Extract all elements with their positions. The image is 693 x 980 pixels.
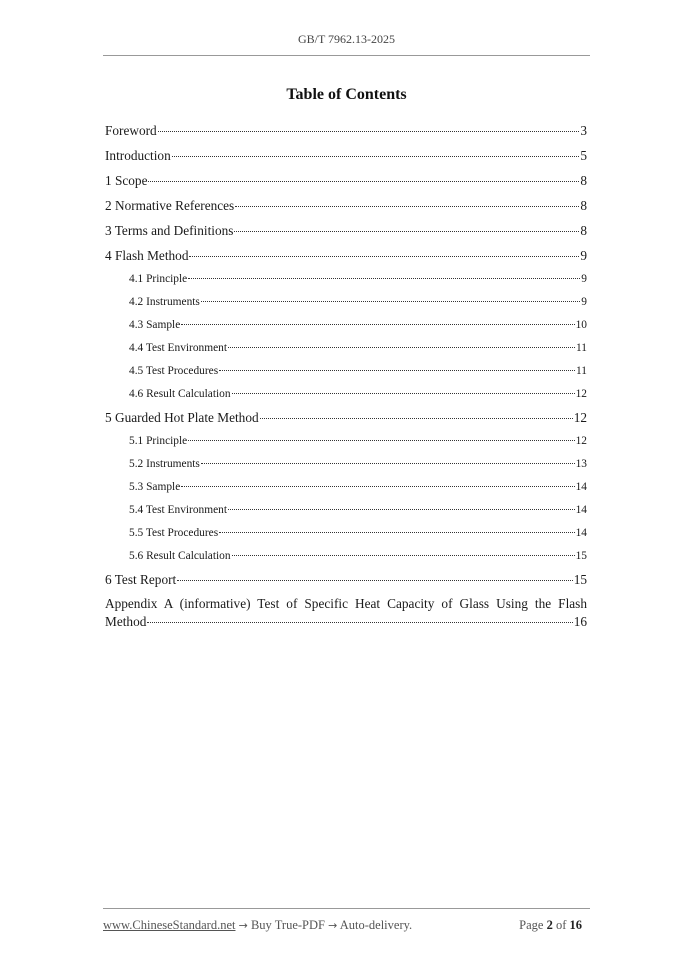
toc-entry-5-4-test-environment[interactable] (129, 502, 587, 516)
toc-leader-dots (181, 476, 574, 487)
toc-entry-label: 4.5 Test Procedures (129, 365, 219, 378)
page-total: 16 (569, 918, 582, 932)
buy-pdf-text: Buy True-PDF (250, 918, 325, 932)
toc-entry-page: 5 (580, 147, 587, 163)
toc-leader-dots (201, 453, 575, 464)
toc-leader-dots (219, 360, 575, 371)
toc-entry-page: 16 (573, 614, 587, 629)
toc-leader-dots (177, 568, 572, 581)
toc-leader-dots (234, 219, 579, 232)
toc-entry-page: 12 (573, 409, 587, 425)
toc-entry-label: 4.2 Instruments (129, 296, 200, 309)
page-label: Page (519, 918, 544, 932)
toc-entry-4-6-result-calculation[interactable] (129, 386, 587, 400)
toc-leader-dots (228, 499, 575, 510)
toc-entry-scope[interactable] (105, 172, 587, 189)
toc-entry-label: 5 Guarded Hot Plate Method (105, 409, 259, 425)
toc-entry-4-2-instruments[interactable] (129, 294, 587, 308)
footer-divider (103, 908, 590, 909)
toc-entry-page: 14 (575, 527, 587, 540)
toc-leader-dots (232, 383, 575, 394)
toc-leader-dots (189, 244, 579, 257)
page-footer (103, 918, 590, 933)
toc-entry-introduction[interactable] (105, 147, 587, 164)
toc-entry-page: 11 (576, 365, 587, 378)
toc-entry-label: 5.1 Principle (129, 435, 188, 448)
toc-entry-label: 5.5 Test Procedures (129, 527, 219, 540)
site-link[interactable]: www.ChineseStandard.net (103, 918, 236, 932)
toc-entry-terms-definitions[interactable] (105, 222, 587, 239)
toc-entry-page: 9 (580, 247, 587, 263)
toc-entry-label: 4.4 Test Environment (129, 342, 228, 355)
toc-entry-label: 1 Scope (105, 172, 148, 188)
toc-entry-label: 4.3 Sample (129, 319, 181, 332)
toc-entry-label: Introduction (105, 147, 171, 163)
toc-leader-dots (228, 337, 575, 348)
auto-delivery-text: Auto-delivery. (339, 918, 413, 932)
toc-entry-label: 4 Flash Method (105, 247, 189, 263)
toc-entry-page: 11 (576, 342, 587, 355)
toc-entry-page: 14 (575, 504, 587, 517)
page-current: 2 (546, 918, 553, 932)
toc-entry-page: 15 (573, 571, 587, 587)
toc-leader-dots (158, 119, 580, 132)
toc-entry-label: 5.2 Instruments (129, 458, 200, 471)
toc-leader-dots (235, 194, 579, 207)
toc-entry-test-report[interactable] (105, 571, 587, 588)
toc-entry-page: 14 (575, 481, 587, 494)
toc-leader-dots (148, 169, 579, 182)
toc-entry-5-1-principle[interactable] (129, 433, 587, 447)
toc-entry-normative-references[interactable] (105, 197, 587, 214)
toc-entry-5-6-result-calculation[interactable] (129, 548, 587, 562)
toc-entry-5-5-test-procedures[interactable] (129, 525, 587, 539)
toc-entry-label: Method (105, 614, 147, 629)
toc-entry-4-4-test-environment[interactable] (129, 340, 587, 354)
toc-entry-guarded-hot-plate[interactable] (105, 409, 587, 426)
toc-entry-page: 12 (575, 388, 587, 401)
toc-entry-label: 5.6 Result Calculation (129, 550, 231, 563)
arrow-right-icon: → (328, 919, 338, 932)
toc-entry-appendix-a[interactable] (105, 595, 587, 631)
arrow-right-icon: → (238, 919, 248, 932)
toc-entry-label: 5.4 Test Environment (129, 504, 228, 517)
toc-entry-label: 4.6 Result Calculation (129, 388, 231, 401)
footer-promo (103, 918, 412, 933)
toc-leader-dots (201, 291, 580, 302)
toc-entry-label: 3 Terms and Definitions (105, 222, 234, 238)
toc-entry-page: 8 (580, 222, 587, 238)
toc-entry-page: 10 (575, 319, 587, 332)
toc-leader-dots (147, 610, 572, 623)
toc-leader-dots (181, 314, 574, 325)
toc-entry-label: Foreword (105, 122, 157, 138)
toc-entry-4-5-test-procedures[interactable] (129, 363, 587, 377)
appendix-title-line-2 (105, 613, 587, 631)
toc-entry-5-2-instruments[interactable] (129, 456, 587, 470)
toc-leader-dots (188, 430, 574, 441)
toc-leader-dots (260, 406, 573, 419)
toc-entry-page: 12 (575, 435, 587, 448)
toc-entry-label: 5.3 Sample (129, 481, 181, 494)
toc-entry-page: 8 (580, 197, 587, 213)
toc-entry-foreword[interactable] (105, 122, 587, 139)
toc-leader-dots (188, 268, 580, 279)
document-header: GB/T 7962.13-2025 (297, 32, 396, 46)
appendix-title-line: Appendix A (informative) Test of Specific Heat Capacity of Glass Using the Flash (105, 596, 587, 611)
page-of-label: of (555, 918, 567, 932)
toc-entry-label: 4.1 Principle (129, 273, 188, 286)
header-divider (103, 55, 590, 56)
toc-entry-page: 13 (575, 458, 587, 471)
toc-entry-page: 9 (581, 273, 587, 286)
toc-entry-4-1-principle[interactable] (129, 271, 587, 285)
toc-entry-5-3-sample[interactable] (129, 479, 587, 493)
toc-entry-page: 3 (580, 122, 587, 138)
toc-leader-dots (172, 144, 580, 157)
toc-leader-dots (219, 522, 574, 533)
toc-title: Table of Contents (286, 86, 407, 103)
toc-entry-4-3-sample[interactable] (129, 317, 587, 331)
toc-leader-dots (232, 545, 575, 556)
toc-entry-page: 9 (581, 296, 587, 309)
toc-entry-page: 8 (580, 172, 587, 188)
toc-entry-label: 2 Normative References (105, 197, 235, 213)
toc-entry-page: 15 (575, 550, 587, 563)
toc-entry-flash-method[interactable] (105, 247, 587, 264)
toc-entry-label: 6 Test Report (105, 571, 177, 587)
page-number (519, 918, 582, 933)
